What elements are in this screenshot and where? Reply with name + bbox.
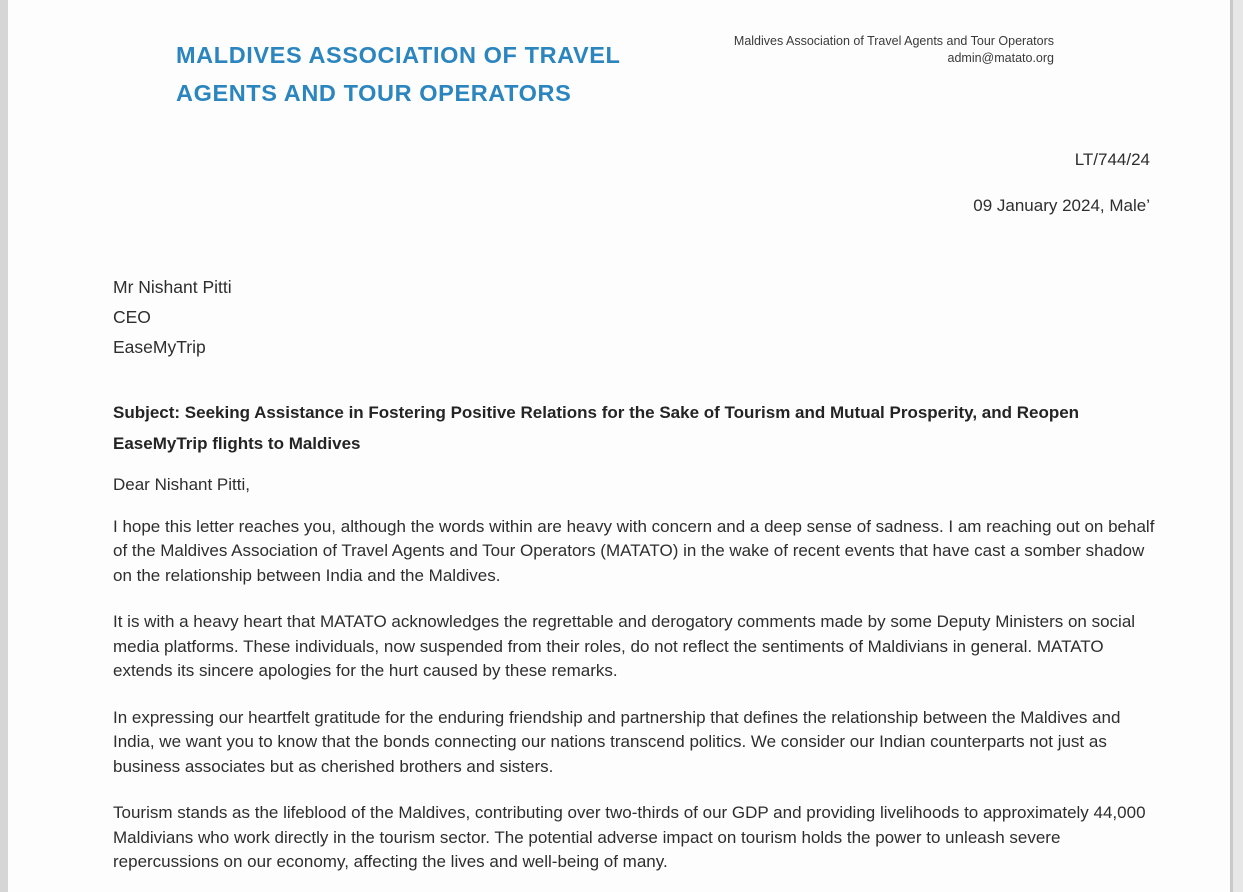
salutation: Dear Nishant Pitti,: [113, 475, 250, 494]
scan-right-edge: [1230, 0, 1243, 892]
logo-line1: MALDIVES ASSOCIATION OF TRAVEL: [176, 42, 621, 68]
recipient-title: CEO: [113, 307, 151, 327]
letter-body: [113, 473, 1155, 892]
paragraph-4: Tourism stands as the lifeblood of the Maldives, contributing over two-thirds of our GDP and providing livelihoods to approximately 44,000 Maldivians who work directly in the tourism sector. The potential adverse impact on tourism holds the power to unleash severe repercussions on our economy, affecting the lives and well-being of many.: [113, 803, 1146, 871]
paragraph-3: In expressing our heartfelt gratitude for the enduring friendship and partnership that defines the relationship between the Maldives and India, we want you to know that the bonds connecting our nations transcend politics. We consider our Indian counterparts not just as business associates but as cherished brothers and sisters.: [113, 707, 1121, 776]
recipient-block: [113, 272, 232, 362]
scan-left-edge: [0, 0, 8, 892]
recipient-company: EaseMyTrip: [113, 337, 206, 357]
logo-line2: AGENTS AND TOUR OPERATORS: [176, 80, 572, 106]
reference-number: LT/744/24: [1074, 150, 1150, 169]
matato-logo: [176, 36, 621, 112]
recipient-name: Mr Nishant Pitti: [113, 277, 232, 297]
letter-date: 09 January 2024, Male’: [973, 196, 1150, 215]
paragraph-1: I hope this letter reaches you, although the words within are heavy with concern and a deep sense of sadness. I am reaching out on behalf of the Maldives Association of Travel Agents and Tour Operators (MATATO) in the wake of recent events that have cast a somber shadow on the relationship between India and the Maldives.: [113, 516, 1155, 585]
subject-line: Subject: Seeking Assistance in Fostering Positive Relations for the Sake of Tourism and Mutual Prosperity, and Reopen EaseMyTrip flights to Maldives: [113, 403, 1080, 453]
letterhead-contact: [734, 33, 1054, 67]
contact-email: admin@matato.org: [947, 51, 1054, 65]
contact-org-name: Maldives Association of Travel Agents and Tour Operators: [733, 34, 1054, 48]
paragraph-2: It is with a heavy heart that MATATO acknowledges the regrettable and derogatory comments made by some Deputy Ministers on social media platforms. These individuals, now suspended from their roles, do not reflect the sentiments of Maldivians in general. MATATO extends its sincere apologies for the hurt caused by these remarks.: [113, 612, 1136, 680]
